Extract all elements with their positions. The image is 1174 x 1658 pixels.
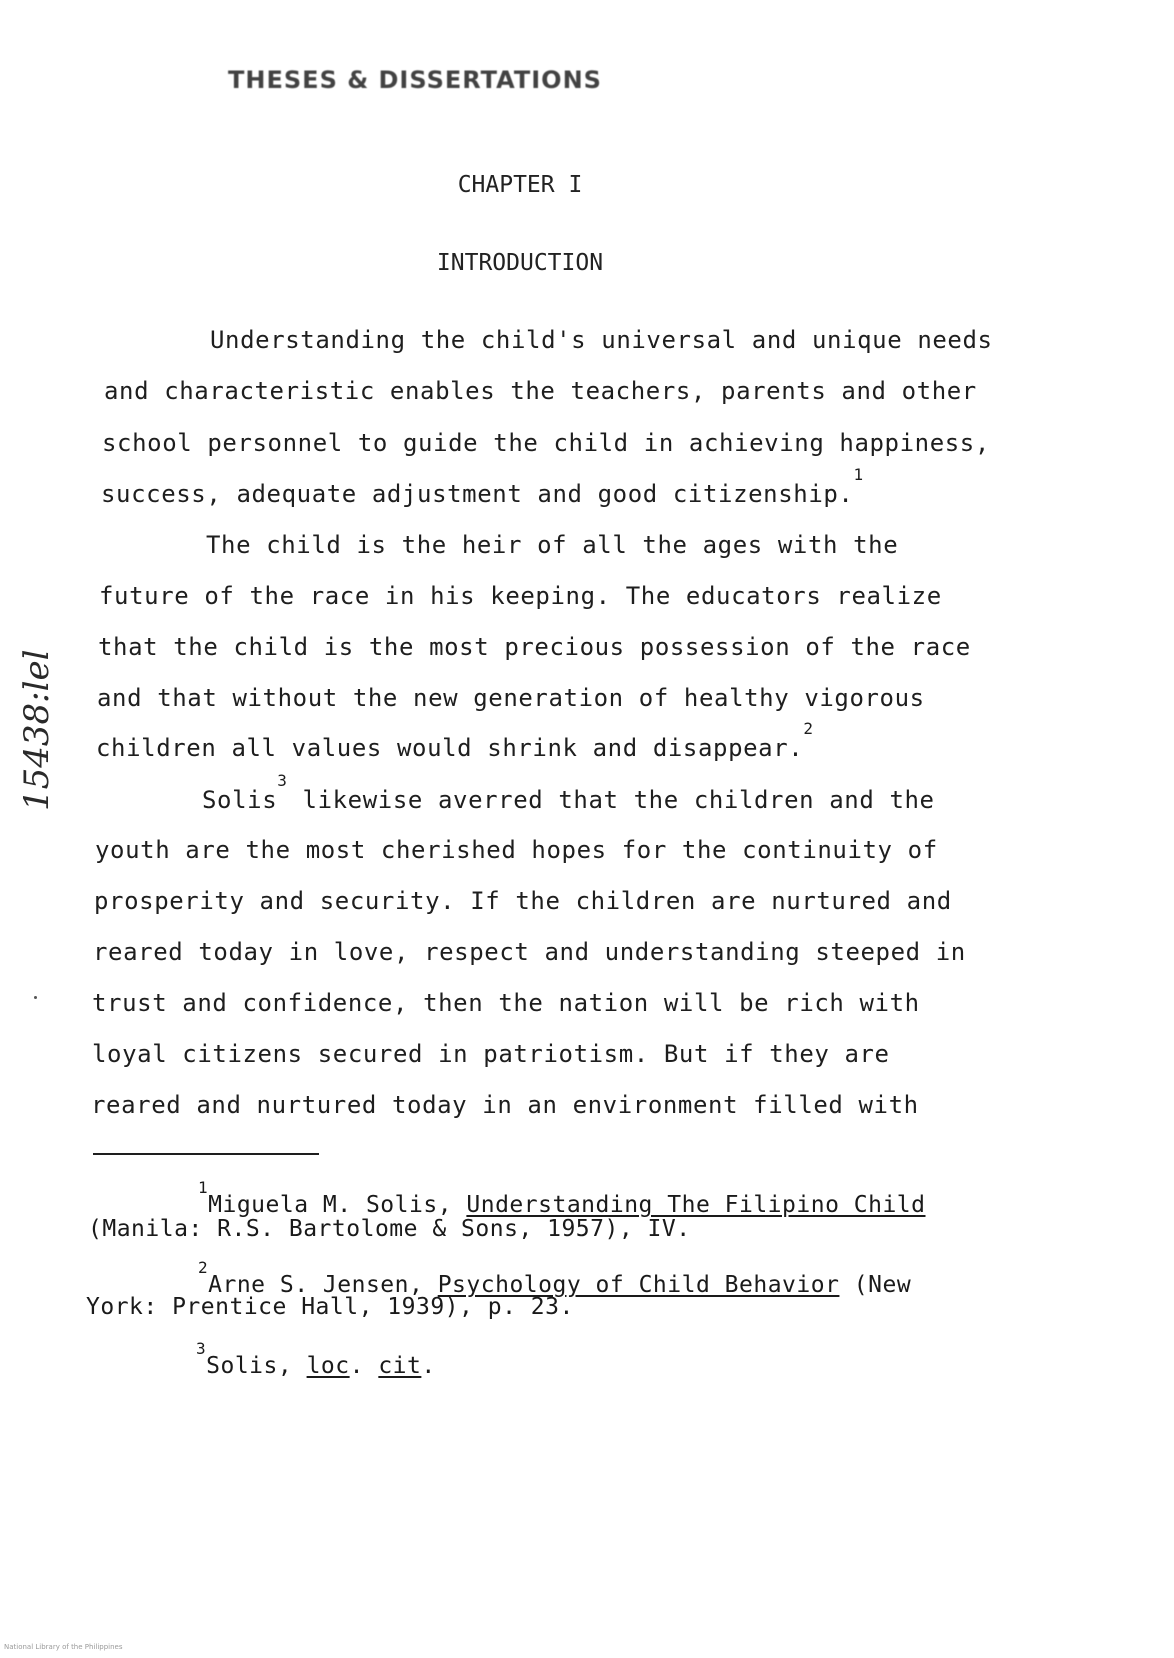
paragraph-2-line-5	[96, 719, 814, 763]
footnote-2-line-2: York: Prentice Hall, 1939), p. 23.	[86, 1294, 574, 1320]
paragraph-3-line-1	[202, 771, 935, 815]
footnote-3-cit: cit	[378, 1353, 422, 1379]
section-heading: INTRODUCTION	[436, 250, 604, 276]
scan-footer: National Library of the Philippines	[4, 1643, 123, 1651]
footnote-3-author: Solis,	[206, 1353, 307, 1379]
footnote-2-number: 2	[198, 1258, 209, 1277]
scan-speck	[34, 996, 37, 999]
chapter-heading: CHAPTER I	[457, 172, 583, 198]
footnote-1-author: Miguela M. Solis,	[208, 1192, 467, 1218]
paragraph-2-line-2: future of the race in his keeping. The educators realize	[99, 582, 942, 610]
footnote-1-line-2: (Manila: R.S. Bartolome & Sons, 1957), IV.	[88, 1216, 691, 1242]
paragraph-2-line-3: that the child is the most precious possession of the race	[98, 633, 971, 661]
paragraph-2-line-5-text: children all values would shrink and disappear.	[96, 734, 804, 762]
paragraph-3-line-5: trust and confidence, then the nation will be rich with	[92, 989, 920, 1017]
handwritten-accession-text: 15438:lel	[17, 649, 57, 811]
footnote-marker-2: 2	[803, 719, 814, 738]
footnote-3-number: 3	[196, 1339, 207, 1358]
footnote-marker-1: 1	[853, 465, 864, 484]
paragraph-3-first-word: Solis	[202, 786, 278, 814]
paragraph-3-line-6: loyal citizens secured in patriotism. But if they are	[92, 1040, 890, 1068]
footnote-separator	[93, 1153, 319, 1155]
footnote-2-tail: (New	[839, 1272, 912, 1298]
footnote-3-loc: loc	[306, 1353, 350, 1379]
footnote-2-title: Psychology of Child Behavior	[437, 1272, 840, 1298]
footnote-1-line-1	[198, 1178, 926, 1218]
paragraph-3-line-2: youth are the most cherished hopes for the continuity of	[95, 836, 938, 864]
paragraph-1-line-2: and characteristic enables the teachers, parents and other	[104, 377, 977, 405]
footnote-3-line-1	[196, 1339, 436, 1379]
footnote-3-separator: .	[349, 1353, 379, 1379]
footnote-3-end: .	[421, 1353, 436, 1379]
paragraph-1-line-4-text: success, adequate adjustment and good citizenship.	[101, 480, 854, 508]
handwritten-accession-number	[14, 615, 64, 815]
paragraph-1-line-3: school personnel to guide the child in achieving happiness,	[102, 429, 990, 457]
footnote-1-number: 1	[198, 1178, 209, 1197]
paragraph-1-line-1: Understanding the child's universal and unique needs	[210, 326, 993, 354]
footnote-marker-3: 3	[277, 771, 288, 790]
library-stamp: THESES & DISSERTATIONS	[228, 66, 602, 94]
paragraph-3-line-3: prosperity and security. If the children are nurtured and	[94, 887, 952, 915]
paragraph-1-line-4	[101, 465, 864, 509]
footnote-2-author: Arne S. Jensen,	[208, 1272, 438, 1298]
paragraph-3-line-7: reared and nurtured today in an environment filled with	[91, 1091, 919, 1119]
paragraph-2-line-1: The child is the heir of all the ages with the	[206, 531, 899, 559]
footnote-1-title: Understanding The Filipino Child	[466, 1192, 926, 1218]
paragraph-3-line-1-text: likewise averred that the children and the	[287, 786, 935, 814]
paragraph-3-line-4: reared today in love, respect and understanding steeped in	[93, 938, 966, 966]
paragraph-2-line-4: and that without the new generation of healthy vigorous	[97, 684, 925, 712]
